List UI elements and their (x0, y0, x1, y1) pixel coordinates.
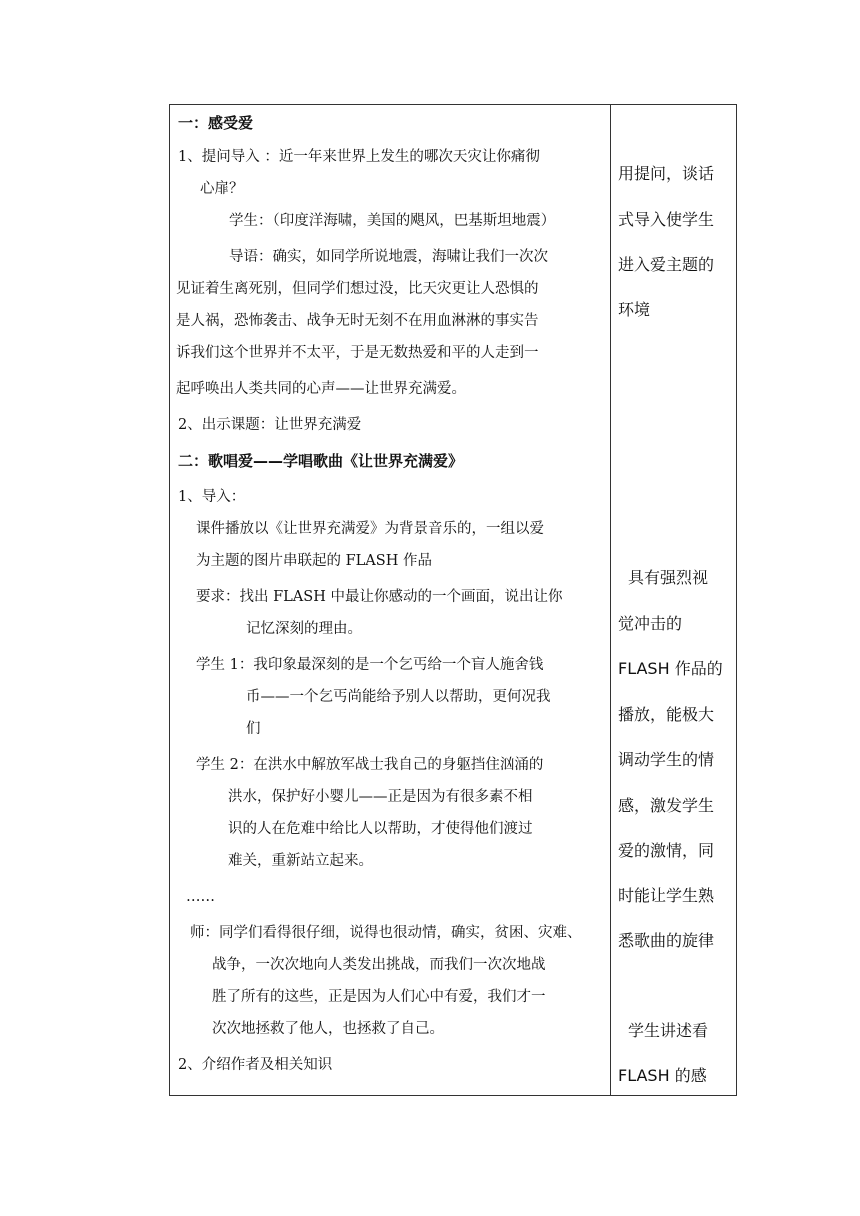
section-heading-sing-love: 二：歌唱爱——学唱歌曲《让世界充满爱》 (178, 452, 464, 470)
author-intro-line: 2、介绍作者及相关知识 (178, 1057, 333, 1073)
student2-line: 洪水，保护好小婴儿——正是因为有很多素不相 (228, 789, 533, 805)
ellipsis: …… (186, 889, 215, 905)
teacher-line: 战争，一次次地向人类发出挑战，而我们一次次地战 (212, 957, 546, 973)
teacher-line: 次次地拯救了他人，也拯救了自己。 (212, 1021, 444, 1037)
section-heading-feel-love: 一：感受爱 (178, 114, 254, 132)
design-note-line: 学生讲述看 (628, 1021, 709, 1040)
courseware-line: 为主题的图片串联起的 FLASH 作品 (196, 553, 432, 569)
design-note-line: 式导入使学生 (618, 210, 715, 229)
design-note-line: 调动学生的情 (618, 750, 715, 769)
design-note-line: 环境 (618, 300, 651, 319)
design-note-line: 用提问，谈话 (618, 164, 715, 183)
student2-line: 识的人在危难中给比人以帮助，才使得他们渡过 (228, 821, 533, 837)
design-note-line: 具有强烈视 (628, 568, 709, 587)
topic-line: 2、出示课题：让世界充满爱 (178, 417, 362, 433)
design-note-line: 觉冲击的 (618, 614, 683, 633)
design-note-line: 时能让学生熟 (618, 886, 715, 905)
student1-line: 币——一个乞丐尚能给予别人以帮助，更何况我 (246, 689, 551, 705)
guide-text-line: 起呼唤出人类共同的心声——让世界充满爱。 (176, 381, 466, 397)
student2-line: 学生 2：在洪水中解放军战士我自己的身躯挡住汹涌的 (196, 757, 544, 773)
design-note-line: 悉歌曲的旋律 (618, 931, 715, 950)
courseware-line: 课件播放以《让世界充满爱》为背景音乐的，一组以爱 (196, 521, 544, 537)
teacher-line: 胜了所有的这些，正是因为人们心中有爱，我们才一 (212, 989, 546, 1005)
lesson-plan-table (169, 104, 737, 1096)
column-divider (610, 105, 611, 1095)
intro-line: 1、导入： (178, 489, 246, 505)
teacher-line: 师：同学们看得很仔细，说得也很动情，确实，贫困、灾难、 (190, 925, 582, 941)
guide-text-line: 导语：确实，如同学所说地震，海啸让我们一次次 (229, 249, 548, 265)
requirement-line: 记忆深刻的理由。 (246, 621, 362, 637)
guide-text-line: 见证着生离死别，但同学们想过没，比天灾更让人恐惧的 (176, 281, 539, 297)
student1-line: 们 (246, 721, 261, 737)
design-note-line: 爱的激情，同 (618, 841, 715, 860)
question-intro-line: 1、提问导入 ：近一年来世界上发生的哪次天灾让你痛彻 (178, 149, 540, 165)
student-answer-line: 学生：（印度洋海啸，美国的飓风，巴基斯坦地震） (229, 213, 556, 229)
student2-line: 难关，重新站立起来。 (228, 853, 373, 869)
requirement-line: 要求：找出 FLASH 中最让你感动的一个画面，说出让你 (196, 589, 563, 605)
student1-line: 学生 1：我印象最深刻的是一个乞丐给一个盲人施舍钱 (196, 657, 544, 673)
question-intro-line: 心扉？ (200, 181, 244, 197)
design-note-line: 感，激发学生 (618, 796, 715, 815)
design-note-line: 进入爱主题的 (618, 255, 715, 274)
guide-text-line: 诉我们这个世界并不太平，于是无数热爱和平的人走到一 (176, 345, 539, 361)
design-note-line: FLASH 作品的 (618, 659, 723, 678)
design-note-line: FLASH 的感 (618, 1066, 707, 1085)
design-note-line: 播放，能极大 (618, 705, 715, 724)
guide-text-line: 是人祸，恐怖袭击、战争无时无刻不在用血淋淋的事实告 (176, 313, 539, 329)
